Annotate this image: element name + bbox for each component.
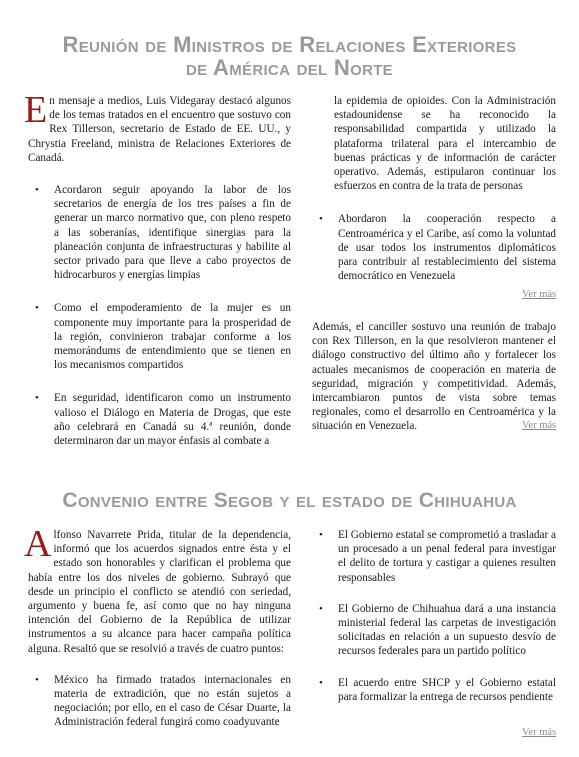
ver-mas-link-2[interactable]: Ver más [522,420,557,431]
section1-intro-text: n mensaje a medios, Luis Videgaray destacó algunos de los temas tratados en el encuentro que sostuvo con Rex Tillerson, secretario de Estado de EE. UU., y Chrystia Freeland, ministra de Relaciones Exteriores de Canadá. [28,95,291,164]
list-item: • México ha firmado tratados internacionales en materia de extradición, que no están sujetos a negociación; por ello, en el caso de César Duarte, la Administración federal fungirá como coadyuvante [28,673,291,730]
list-item: • El Gobierno de Chihuahua dará a una instancia ministerial federal las carpetas de investigación solicitadas en relación a un supuesto desvío de recursos federales para un partido político [312,602,556,659]
dropcap-letter: A [24,523,52,565]
section2-bullet-list-left [28,673,291,730]
list-item: • Acordaron seguir apoyando la labor de los secretarios de energía de los tres países a fin de generar un marco normativo que, con pleno respeto a las soberanías, identifique sinergias para la planeación conjunta de infraestructuras y habilite al sector privado para que lleve a cabo proyectos de hidrocarburos y energías limpias [28,183,291,282]
section1-intro-paragraph [24,89,291,165]
section1-continuation-text: la epidemia de opioides. Con la Administración estadounidense se ha reconocido la responsabilidad compartida y utilizado la plataforma trilateral para el intercambio de buenas prácticas y de información de carácter operativo. Además, estipularon continuar los esfuerzos en contra de la trata de personas [334,95,556,193]
list-item: • El Gobierno estatal se comprometió a trasladar a un procesado a un penal federal para investigar el delito de tortura y castigar a quienes resulten responsables [312,528,556,585]
list-item: • Abordaron la cooperación respecto a Centroamérica y el Caribe, así como la voluntad de usar todos los instrumentos diplomáticos para contribuir al restablecimiento del sistema democrático en Venezuela [312,212,556,283]
section2-left-column [24,523,291,730]
dropcap-letter: E [24,89,48,131]
section1-left-column [24,89,291,448]
list-item: • En seguridad, identificaron como un instrumento valioso el Diálogo en Materia de Drogas, que este año celebrará en Canadá su 4.ª reunión, donde determinaron dar un mayor énfasis al combate a [28,391,291,448]
section2-intro-paragraph [24,523,291,656]
section-title-reunion [0,33,579,79]
section1-right-column [312,94,556,283]
section2-right-column [312,528,556,704]
section2-bullet-list-right [312,528,556,704]
section-title-line2: de América del Norte [186,55,393,80]
list-item: • El acuerdo entre SHCP y el Gobierno estatal para formalizar la entrega de recursos pendiente [312,676,556,704]
section2-intro-text: lfonso Navarrete Prida, titular de la dependencia, informó que los acuerdos signados entre ésta y el estado son honorables y clarifican el problema que había entre los dos niveles de gobierno. Subrayó que desde un principio el conflicto se atendió con seriedad, argumento y buena fe, así como que no hay ninguna intención del Gobierno de la República de utilizar instrumentos a su alcance para hacer campaña política alguna. Resaltó que se resolvió a través de cuatro puntos: [28,529,291,655]
section1-bullet-list-right [312,212,556,283]
section1-closing-paragraph [312,320,556,434]
section-title-convenio: Convenio entre Segob y el estado de Chihuahua [62,489,517,512]
ver-mas-link-3[interactable]: Ver más [522,727,557,738]
list-item: • Como el empoderamiento de la mujer es un componente muy importante para la prosperidad de la región, convinieron trabajar conforme a los memorándums de entendimiento que se tienen en los mecanismos compartidos [28,301,291,372]
section1-closing-text: Además, el canciller sostuvo una reunión de trabajo con Rex Tillerson, en la que resolvieron mantener el diálogo constructivo del último año y fortalecer los actuales mecanismos de cooperación en materia de seguridad, migración y competitividad. Además, intercambiaron puntos de vista sobre temas regionales, como el desarrollo en Centroamérica y la situación en Venezuela. [312,321,556,433]
section-title-line1: Reunión de Ministros de Relaciones Exteriores [62,32,517,57]
section1-bullet-list-left [28,183,291,448]
ver-mas-link-1[interactable]: Ver más [522,289,557,300]
